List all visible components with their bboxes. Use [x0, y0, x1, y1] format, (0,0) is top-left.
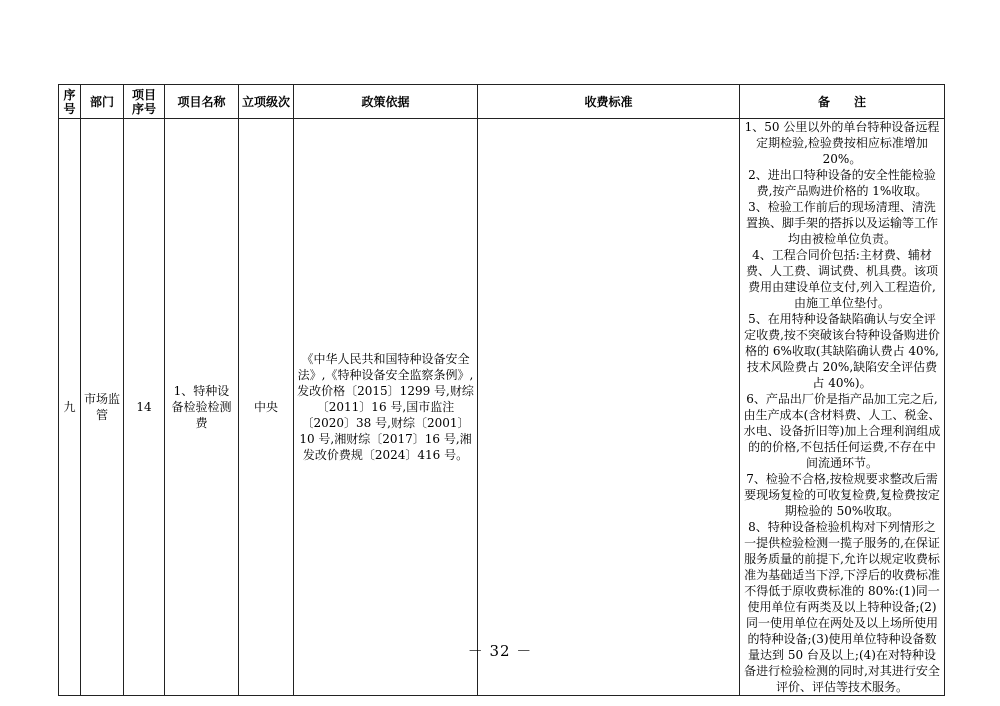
cell-policy: 《中华人民共和国特种设备安全法》,《特种设备安全监察条例》,发改价格〔2015〕1299 号,财综〔2011〕16 号,国市监注〔2020〕38 号,财综〔2001〕10 号,湘财综〔2017〕16 号,湘发改价费规〔2024〕416 号。 [294, 119, 478, 696]
header-fee-standard: 收费标准 [478, 85, 740, 119]
remark-item: 3、检验工作前后的现场清理、清洗置换、脚手架的搭拆以及运输等工作均由被检单位负责。 [745, 200, 938, 246]
page-number: － 32 － [467, 642, 533, 660]
remark-item: 4、工程合同价包括:主材费、辅材费、人工费、调试费、机具费。该项费用由建设单位支付,列入工程造价,由施工单位垫付。 [745, 248, 938, 310]
cell-level: 中央 [239, 119, 294, 696]
cell-item-seq: 14 [124, 119, 165, 696]
cell-department: 市场监管 [81, 119, 124, 696]
remark-item: 1、50 公里以外的单台特种设备远程定期检验,检验费按相应标准增加 20%。 [744, 120, 940, 166]
remark-item: 2、进出口特种设备的安全性能检验费,按产品购进价格的 1%收取。 [748, 168, 936, 198]
header-level: 立项级次 [239, 85, 294, 119]
remark-item: 5、在用特种设备缺陷确认与安全评定收费,按不突破该台特种设备购进价格的 6%收取(其缺陷确认费占 40%,技术风险费占 20%,缺陷安全评估费占 40%)。 [744, 312, 940, 390]
fee-table [58, 84, 945, 696]
table-row [59, 119, 945, 696]
remark-item: 8、特种设备检验机构对下列情形之一提供检验检测一揽子服务的,在保证服务质量的前提下,允许以规定收费标准为基础适当下浮,下浮后的收费标准不得低于原收费标准的 80%:(1)同一使用单位有两类及以上特种设备;(2)同一使用单位在两处及以上场所使用的特种设备;(3)使用单位特种设备数量达到 50 台及以上;(4)在对特种设备进行检验检测的同时,对其进行安全评价、评估等技术服务。 [744, 520, 940, 694]
cell-fee-standard [478, 119, 740, 696]
cell-seq: 九 [59, 119, 81, 696]
header-policy: 政策依据 [294, 85, 478, 119]
header-seq: 序号 [59, 85, 81, 119]
cell-remarks [740, 119, 945, 696]
header-department: 部门 [81, 85, 124, 119]
remark-item: 6、产品出厂价是指产品加工完之后,由生产成本(含材料费、人工、税金、水电、设备折旧等)加上合理利润组成的的价格,不包括任何运费,不存在中间流通环节。 [743, 392, 941, 470]
header-item-seq: 项目序号 [124, 85, 165, 119]
table-header-row [59, 85, 945, 119]
cell-item-name: 1、特种设备检验检测费 [165, 119, 239, 696]
header-item-name: 项目名称 [165, 85, 239, 119]
remark-item: 7、检验不合格,按检规要求整改后需要现场复检的可收复检费,复检费按定期检验的 50%收取。 [744, 472, 940, 518]
header-remarks: 备 注 [740, 85, 945, 119]
